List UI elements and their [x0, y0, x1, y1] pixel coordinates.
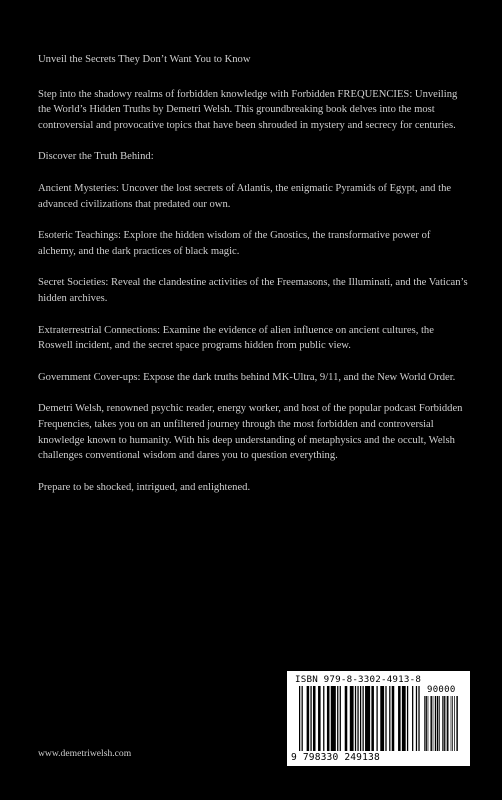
barcode-bars [299, 686, 420, 751]
isbn-barcode [287, 671, 470, 766]
topic-extraterrestrial-connections: Extraterrestrial Connections: Examine the evidence of alien influence on ancient cultures, the Roswell incident, and the secret space programs hidden from public view. [38, 324, 434, 352]
barcode-digits: 9 798330 249138 [291, 752, 380, 763]
topic-government-cover-ups: Government Cover-ups: Expose the dark truths behind MK-Ultra, 9/11, and the New World Order. [38, 371, 456, 383]
tagline: Unveil the Secrets They Don’t Want You to Know [38, 54, 251, 65]
topic-esoteric-teachings: Esoteric Teachings: Explore the hidden wisdom of the Gnostics, the transformative power of alchemy, and the dark practices of black magic. [38, 230, 431, 257]
topic-ancient-mysteries: Ancient Mysteries: Uncover the lost secrets of Atlantis, the enigmatic Pyramids of Egypt, and the advanced civilizations that predated our own. [38, 182, 452, 210]
website-url: www.demetriwelsh.com [38, 748, 132, 759]
back-cover-text [38, 52, 468, 511]
isbn-label: ISBN 979-8-3302-4913-8 [295, 674, 422, 685]
author-bio: Demetri Welsh, renowned psychic reader, energy worker, and host of the popular podcast Forbidden Frequencies, takes you on an unfiltered journey through the most forbidden and controversial knowledge known to humanity. With his deep understanding of metaphysics and the occult, Welsh challenges conventional wisdom and dares you to question everything. [38, 403, 463, 462]
topic-secret-societies: Secret Societies: Reveal the clandestine activities of the Freemasons, the Illuminati, and the Vatican’s hidden archives. [38, 277, 468, 304]
barcode-addon-bars [424, 696, 458, 751]
price-code: 90000 [427, 685, 456, 695]
discover-heading: Discover the Truth Behind: [38, 151, 154, 163]
intro-paragraph: Step into the shadowy realms of forbidden knowledge with Forbidden FREQUENCIES: Unveiling the World’s Hidden Truths by Demetri Welsh. This groundbreaking book delves into the most controversial and provocative topics that have been shrouded in mystery and secrecy for centuries. [38, 88, 458, 131]
closing-line: Prepare to be shocked, intrigued, and enlightened. [38, 481, 251, 493]
